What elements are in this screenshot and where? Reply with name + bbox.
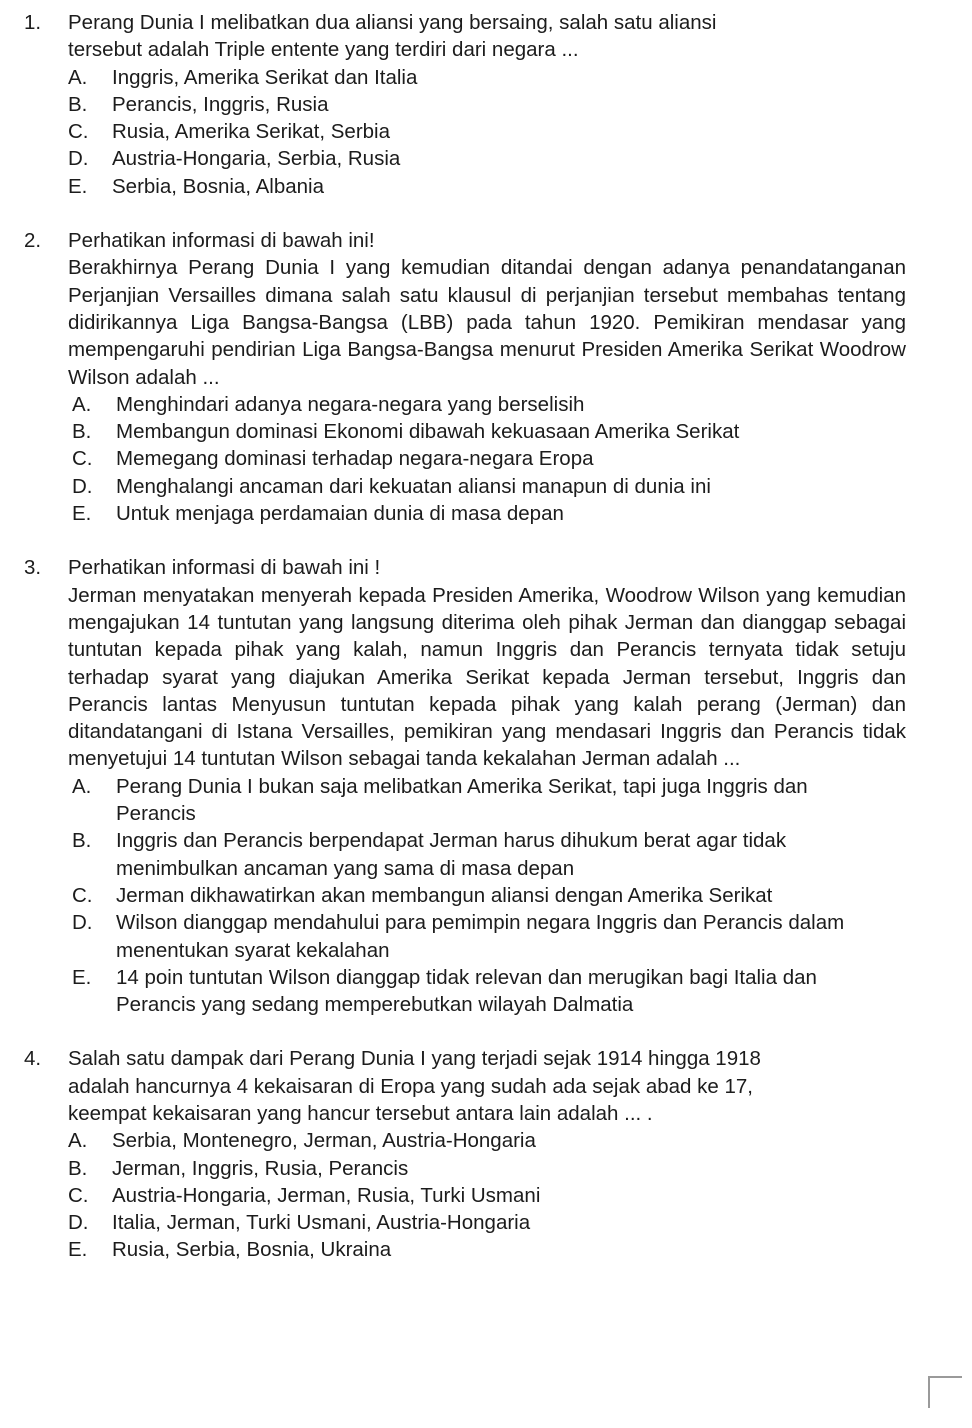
option-text: Inggris dan Perancis berpendapat Jerman harus dihukum berat agar tidak menimbulkan ancaman yang sama di masa depan [116,829,787,880]
option-text: Rusia, Amerika Serikat, Serbia [112,120,391,144]
question-number: 1. [24,11,42,34]
option-letter: C. [68,1183,89,1207]
option-letter: E. [72,502,92,526]
option-e[interactable] [68,1236,906,1263]
option-text: Serbia, Bosnia, Albania [112,174,324,198]
option-text: Menghalangi ancaman dari kekuatan aliansi manapun di dunia ini [116,474,711,498]
option-b[interactable] [72,418,906,445]
option-letter: B. [72,420,92,444]
question-number: 4. [24,1047,42,1071]
option-a[interactable] [68,64,906,91]
option-a[interactable] [72,391,906,418]
option-text: Membangun dominasi Ekonomi dibawah kekuasaan Amerika Serikat [116,420,740,444]
document-page [0,9,972,1264]
option-letter: B. [68,92,88,116]
option-letter: E. [68,174,88,198]
option-text: Untuk menjaga perdamaian dunia di masa depan [116,502,564,526]
option-list [68,1127,906,1263]
option-text: Perancis, Inggris, Rusia [112,92,329,116]
option-letter: D. [68,147,89,171]
question-2 [0,227,972,527]
question-stem: Salah satu dampak dari Perang Dunia I yang terjadi sejak 1914 hingga 1918 adalah hancurnya 4 kekaisaran di Eropa yang sudah ada sejak abad ke 17, keempat kekaisaran yang hancur tersebut antara lain adalah ... . [68,1047,761,1125]
option-text: Jerman, Inggris, Rusia, Perancis [112,1156,409,1180]
option-text: Italia, Jerman, Turki Usmani, Austria-Hongaria [112,1211,531,1235]
option-text: Austria-Hongaria, Jerman, Rusia, Turki Usmani [112,1183,541,1207]
option-letter: D. [72,474,93,498]
option-letter: C. [72,883,93,907]
option-b[interactable] [68,91,906,118]
option-list [72,391,906,527]
option-text: Austria-Hongaria, Serbia, Rusia [112,147,401,171]
option-text: Perang Dunia I bukan saja melibatkan Amerika Serikat, tapi juga Inggris dan Perancis [116,774,808,826]
question-1 [0,9,972,200]
option-text: Wilson dianggap mendahului para pemimpin negara Inggris dan Perancis dalam menentukan syarat kekalahan [116,911,845,962]
option-letter: D. [72,911,93,935]
option-text: Menghindari adanya negara-negara yang berselisih [116,392,585,416]
option-list [68,64,906,200]
question-stem: Perhatikan informasi di bawah ini ! [68,556,381,580]
option-text: Jerman dikhawatirkan akan membangun aliansi dengan Amerika Serikat [116,883,773,907]
option-text: Memegang dominasi terhadap negara-negara Eropa [116,447,594,471]
option-letter: A. [72,774,92,798]
option-c[interactable] [68,1182,906,1209]
question-stem: Perhatikan informasi di bawah ini! [68,229,375,253]
option-letter: A. [72,392,92,416]
option-text: Inggris, Amerika Serikat dan Italia [112,65,418,89]
option-e[interactable] [72,964,906,1019]
option-letter: C. [72,447,93,471]
option-letter: A. [68,1129,88,1153]
option-d[interactable] [72,909,906,964]
option-b[interactable] [72,827,906,882]
question-passage: Jerman menyatakan menyerah kepada Presiden Amerika, Woodrow Wilson yang kemudian mengajukan 14 tuntutan yang langsung diterima oleh pihak Jerman dan dianggap sebagai tuntutan kepada pihak yang kalah, namun Inggris dan Perancis ternyata tidak setuju terhadap syarat yang diajukan Amerika Serikat kepada Jerman tersebut, Inggris dan Perancis lantas Menyusun tuntutan kepada pihak yang kalah perang (Jerman) dan ditandatangani di Istana Versailles, pemikiran yang mendasari Inggris dan Perancis tidak menyetujui 14 tuntutan Wilson sebagai tanda kekalahan Jerman adalah ... [68,583,906,771]
option-letter: B. [72,829,92,853]
option-e[interactable] [72,500,906,527]
option-letter: A. [68,65,88,89]
question-number: 2. [24,229,42,253]
option-d[interactable] [72,473,906,500]
option-c[interactable] [72,882,906,909]
option-c[interactable] [68,118,906,145]
option-text: Serbia, Montenegro, Jerman, Austria-Hongaria [112,1129,536,1153]
option-a[interactable] [72,773,906,828]
option-letter: D. [68,1211,89,1235]
option-b[interactable] [68,1155,906,1182]
option-letter: B. [68,1156,88,1180]
option-d[interactable] [68,145,906,172]
question-stem: Perang Dunia I melibatkan dua aliansi yang bersaing, salah satu aliansi tersebut adalah Triple entente yang terdiri dari negara ... [68,11,717,62]
question-3 [0,554,972,1018]
option-list [72,773,906,1019]
option-a[interactable] [68,1127,906,1154]
question-passage: Berakhirnya Perang Dunia I yang kemudian ditandai dengan adanya penandatanganan Perjanjian Versailles dimana salah satu klausul di perjanjian tersebut membahas tentang didirikannya Liga Bangsa-Bangsa (LBB) pada tahun 1920. Pemikiran mendasar yang mempengaruhi pendirian Liga Bangsa-Bangsa menurut Presiden Amerika Serikat Woodrow Wilson adalah ... [68,256,906,389]
option-text: 14 poin tuntutan Wilson dianggap tidak relevan dan merugikan bagi Italia dan Perancis yang sedang memperebutkan wilayah Dalmatia [116,965,817,1017]
option-letter: C. [68,120,89,144]
option-letter: E. [72,965,92,989]
question-number: 3. [24,556,42,580]
option-letter: E. [68,1238,88,1262]
page-corner-marker [928,1376,962,1408]
option-e[interactable] [68,173,906,200]
option-d[interactable] [68,1209,906,1236]
option-text: Rusia, Serbia, Bosnia, Ukraina [112,1238,392,1262]
question-4 [0,1045,972,1263]
option-c[interactable] [72,445,906,472]
